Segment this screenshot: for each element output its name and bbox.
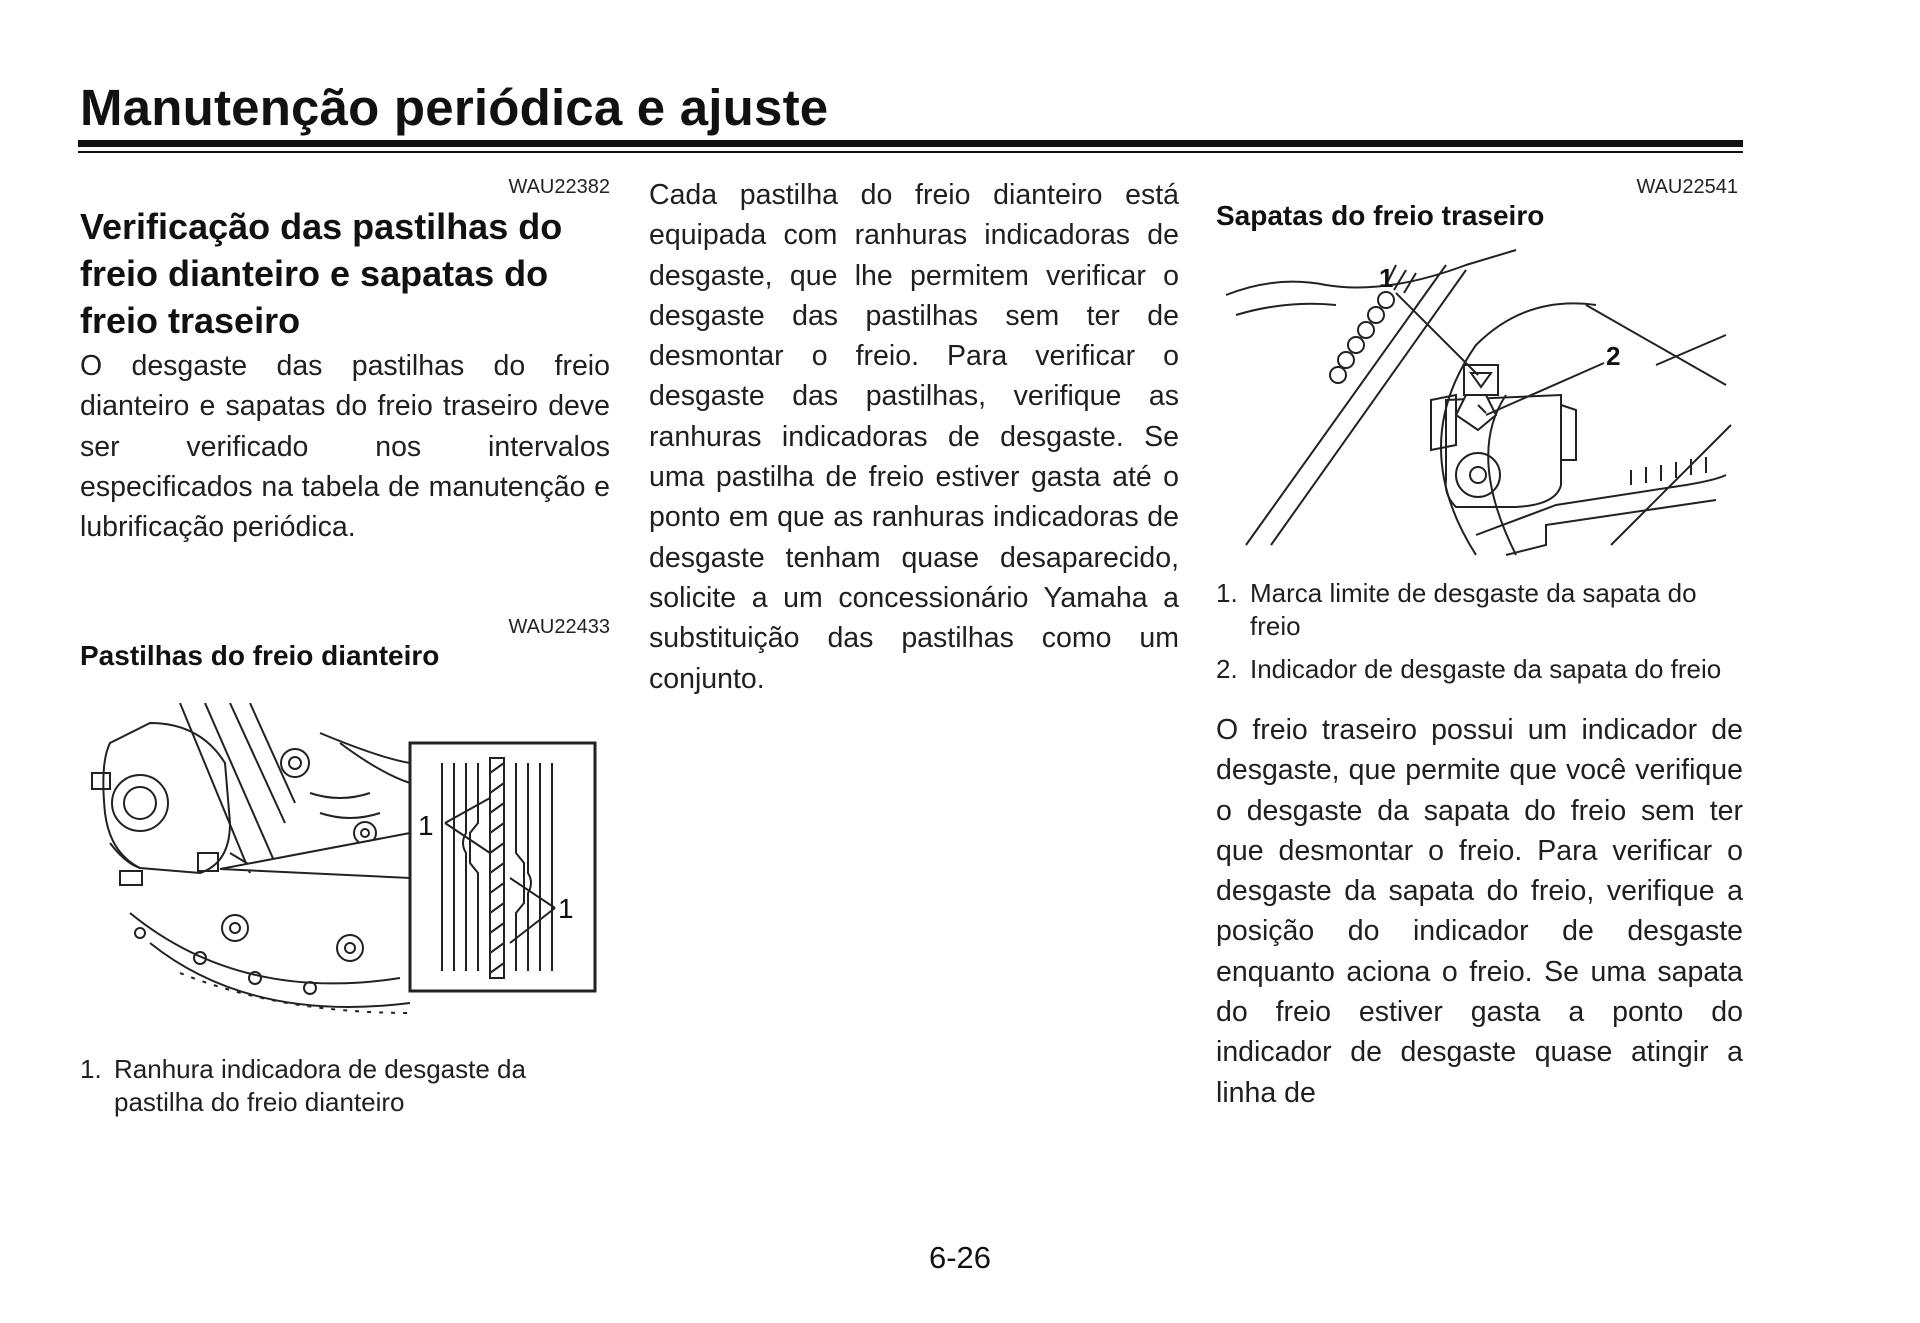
intro-paragraph: O desgaste das pastilhas do freio dianteiro e sapatas do freio traseiro deve ser verificado nos intervalos especificados na tabela de manutenção e lubrificação periódica. xyxy=(80,350,610,544)
subtitle-rear-shoes: Sapatas do freio traseiro xyxy=(1216,200,1545,231)
reference-code: WAU22541 xyxy=(1636,176,1738,198)
front-pads-paragraph: Cada pastilha do freio dianteiro está equipada com ranhuras indicadoras de desgaste, que lhe permitem verificar o desgaste das pastilhas sem ter de desmontar o freio. Para verificar o desgaste das pastilhas, verifique as ranhuras indicadoras de desgaste. Se uma pastilha de freio estiver gasta até o ponto em que as ranhuras indicadoras de desgaste tenham quase desaparecido, solicite a um concessionário Yamaha a substituição das pastilhas como um conjunto. xyxy=(649,179,1179,695)
front-figure-label-1: 1 xyxy=(418,810,434,842)
section-title: Verificação das pastilhas do freio dianteiro e sapatas do freio traseiro xyxy=(80,206,563,341)
caption-text: Indicador de desgaste da sapata do freio xyxy=(1250,654,1722,684)
page-title: Manutenção periódica e ajuste xyxy=(80,79,829,136)
caption-number: 2. xyxy=(1216,654,1238,684)
rear-shoes-paragraph: O freio traseiro possui um indicador de desgaste, que permite que você verifique o desgaste da sapata do freio sem ter que desmontar o freio. Para verificar o desgaste da sapata do freio, verifique a posição do indicador de desgaste enquanto aciona o freio. Se uma sapata do freio estiver gasta a ponto do indicador de desgaste quase atingir a linha de xyxy=(1216,714,1743,1109)
rear-figure-caption-2 xyxy=(1216,653,1743,686)
reference-code: WAU22382 xyxy=(508,176,610,198)
caption-number: 1. xyxy=(80,1054,102,1085)
reference-code: WAU22433 xyxy=(508,616,610,639)
header-rule-thick xyxy=(78,140,1743,147)
caption-text: Marca limite de desgaste da sapata do freio xyxy=(1250,578,1697,641)
rear-figure-label-1: 1 xyxy=(1379,263,1394,293)
column-right xyxy=(1216,175,1743,1113)
caption-number: 1. xyxy=(1216,578,1238,608)
front-figure-label-1: 1 xyxy=(558,893,574,925)
front-figure-caption xyxy=(80,1053,610,1119)
header-rule-thin xyxy=(78,151,1743,153)
rear-brake-shoe-illustration xyxy=(1216,245,1736,565)
rear-figure-label-2: 2 xyxy=(1606,341,1621,371)
column-left xyxy=(80,175,610,1119)
rear-figure-caption-1 xyxy=(1216,577,1743,643)
column-middle xyxy=(649,175,1179,699)
front-brake-pad-illustration xyxy=(80,703,610,1023)
subtitle-front-pads: Pastilhas do freio dianteiro xyxy=(80,640,440,672)
caption-text: Ranhura indicadora de desgaste da pastilha do freio dianteiro xyxy=(114,1054,526,1118)
page-number: 6-26 xyxy=(928,1240,992,1275)
